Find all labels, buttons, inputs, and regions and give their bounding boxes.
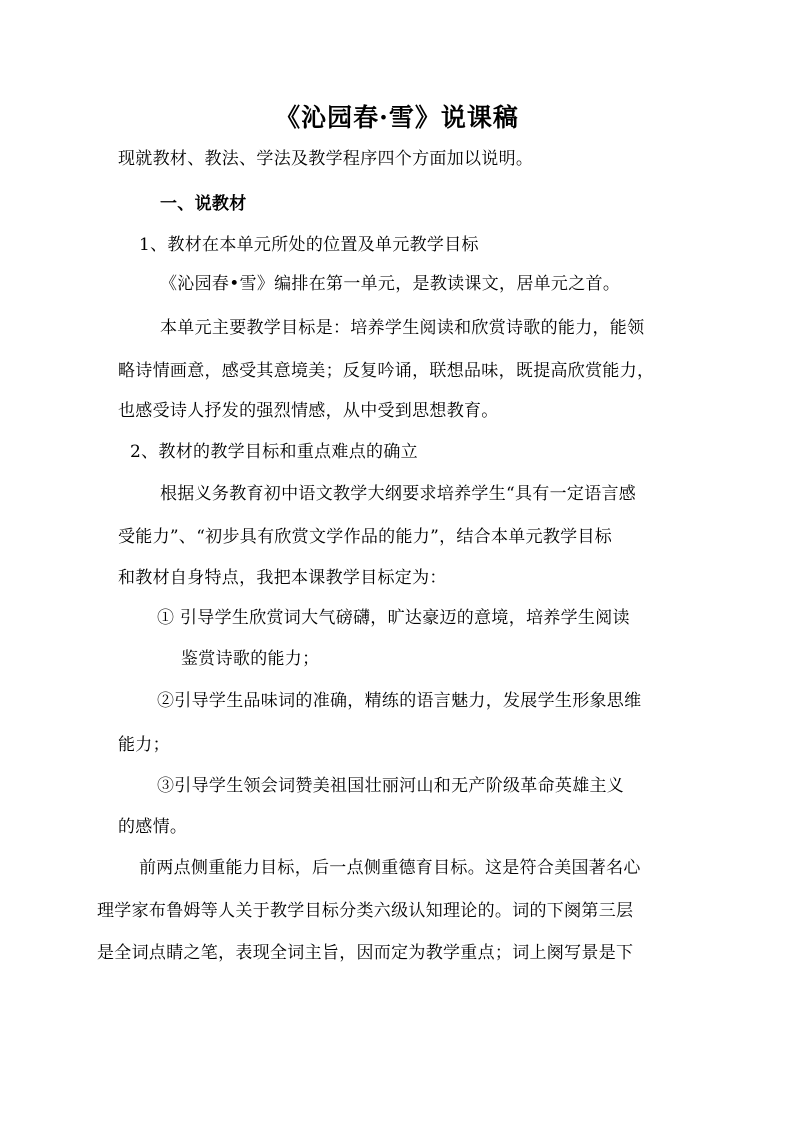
section-heading-teaching-material: 一、说教材 [160,194,247,214]
goal-item-2: ②引导学生品味词的准确，精练的语言魅力，发展学生形象思维 [157,691,642,711]
paragraph-line: 和教材自身特点，我把本课教学目标定为： [118,568,447,588]
goal-item-3: ③引导学生领会词赞美祖国壮丽河山和无产阶级革命英雄主义 [157,776,625,796]
goal-item-2-continued: 能力； [118,735,170,755]
subsection-heading-1: 1、教材在本单元所处的位置及单元教学目标 [139,235,479,255]
paragraph-line: 前两点侧重能力目标，后一点侧重德育目标。这是符合美国著名心 [139,858,641,878]
paragraph-line: 也感受诗人抒发的强烈情感，从中受到思想教育。 [118,401,499,421]
document-title: 《沁园春·雪》说课稿 [275,103,519,132]
paragraph-line: 根据义务教育初中语文教学大纲要求培养学生“具有一定语言感 [160,484,637,504]
paragraph-line: 理学家布鲁姆等人关于教学目标分类六级认知理论的。词的下阕第三层 [97,901,634,921]
goal-item-1: ① 引导学生欣赏词大气磅礴，旷达豪迈的意境，培养学生阅读 [157,608,630,628]
paragraph-line: 受能力”、“初步具有欣赏文学作品的能力”，结合本单元教学目标 [118,527,613,547]
goal-item-1-continued: 鉴赏诗歌的能力； [181,649,320,669]
paragraph-line: 略诗情画意，感受其意境美；反复吟诵，联想品味，既提高欣赏能力， [118,361,655,381]
paragraph-line: 是全词点睛之笔，表现全词主旨，因而定为教学重点；词上阕写景是下 [97,943,634,963]
goal-item-3-continued: 的感情。 [118,817,188,837]
paragraph-line: 本单元主要教学目标是：培养学生阅读和欣赏诗歌的能力，能领 [160,318,645,338]
intro-text: 现就教材、教法、学法及教学程序四个方面加以说明。 [118,149,534,169]
paragraph-line: 《沁园春•雪》编排在第一单元，是教读课文，居单元之首。 [160,274,621,294]
subsection-heading-2: 2、教材的教学目标和重点难点的确立 [130,442,418,462]
